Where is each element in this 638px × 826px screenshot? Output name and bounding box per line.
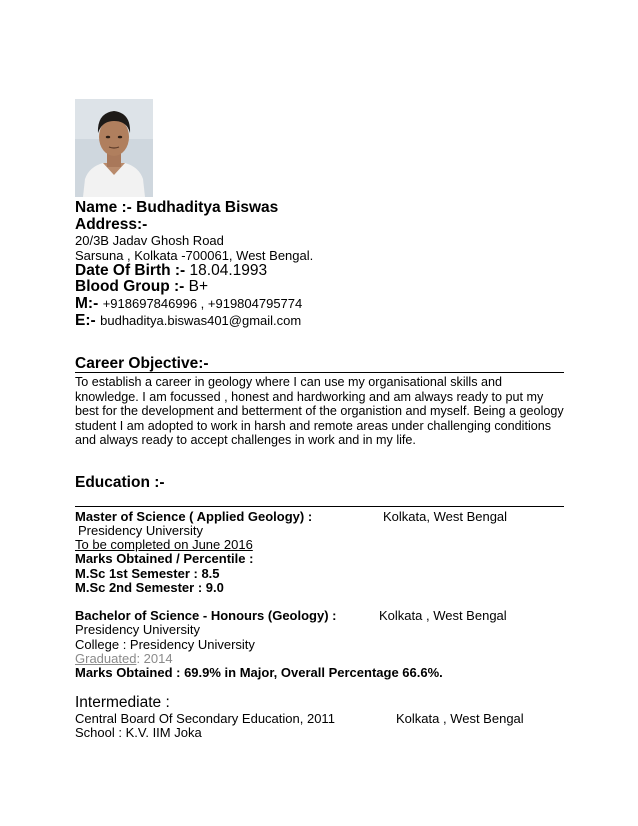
intermediate-board: Central Board Of Secondary Education, 2011 [75,711,335,726]
mobile-label: M:- [75,295,99,312]
msc-semester-2: M.Sc 2nd Semester : 9.0 [75,580,224,595]
name-label: Name :- [75,199,132,216]
bsc-college: College : Presidency University [75,637,255,652]
bsc-graduated-year: : 2014 [136,651,173,666]
career-objective-heading: Career Objective:- [75,355,209,372]
career-divider [75,372,564,373]
msc-marks-heading: Marks Obtained / Percentile : [75,551,254,566]
profile-photo [75,99,153,197]
person-portrait-icon [75,99,153,197]
dob-value: 18.04.1993 [189,262,268,279]
msc-institution: Presidency University [78,523,203,538]
mobile-value: +918697846996 , +919804795774 [102,296,303,311]
career-objective-text: To establish a career in geology where I can use my organisational skills and knowledge. I am focussed , honest and hardworking and am always ready to put my best for the development and betterment of the organistion and myself. Being a geology student I am adopted to work in harsh and remote areas under challenging conditions and always ready to accept challenges in work and in my life. [75,375,564,448]
address-line-1: 20/3B Jadav Ghosh Road [75,233,224,248]
bsc-graduated-label: Graduated [75,651,137,666]
mobile-line [75,295,302,313]
name-line [75,199,278,217]
intermediate-heading: Intermediate : [75,694,170,711]
msc-title: Master of Science ( Applied Geology) : [75,509,313,524]
education-heading: Education :- [75,474,165,491]
bsc-graduated-line [75,651,173,666]
blood-group-label: Blood Group :- [75,278,185,295]
blood-group-line [75,278,208,296]
email-value: budhaditya.biswas401@gmail.com [100,313,302,328]
bsc-marks: Marks Obtained : 69.9% in Major, Overall Percentage 66.6%. [75,665,443,680]
bsc-location: Kolkata , West Bengal [379,608,507,623]
dob-label: Date Of Birth :- [75,262,186,279]
address-label: Address:- [75,216,148,233]
education-divider [75,506,564,507]
address-line-2: Sarsuna , Kolkata -700061, West Bengal. [75,248,314,263]
msc-completion: To be completed on June 2016 [75,537,253,552]
intermediate-location: Kolkata , West Bengal [396,711,524,726]
msc-semester-1: M.Sc 1st Semester : 8.5 [75,566,220,581]
bsc-institution: Presidency University [75,622,200,637]
email-label: E:- [75,312,96,329]
name-value: Budhaditya Biswas [136,199,279,216]
intermediate-school: School : K.V. IIM Joka [75,725,202,740]
blood-group-value: B+ [188,278,209,295]
bsc-title: Bachelor of Science - Honours (Geology) : [75,608,337,623]
msc-location: Kolkata, West Bengal [383,509,508,524]
email-line [75,312,301,330]
